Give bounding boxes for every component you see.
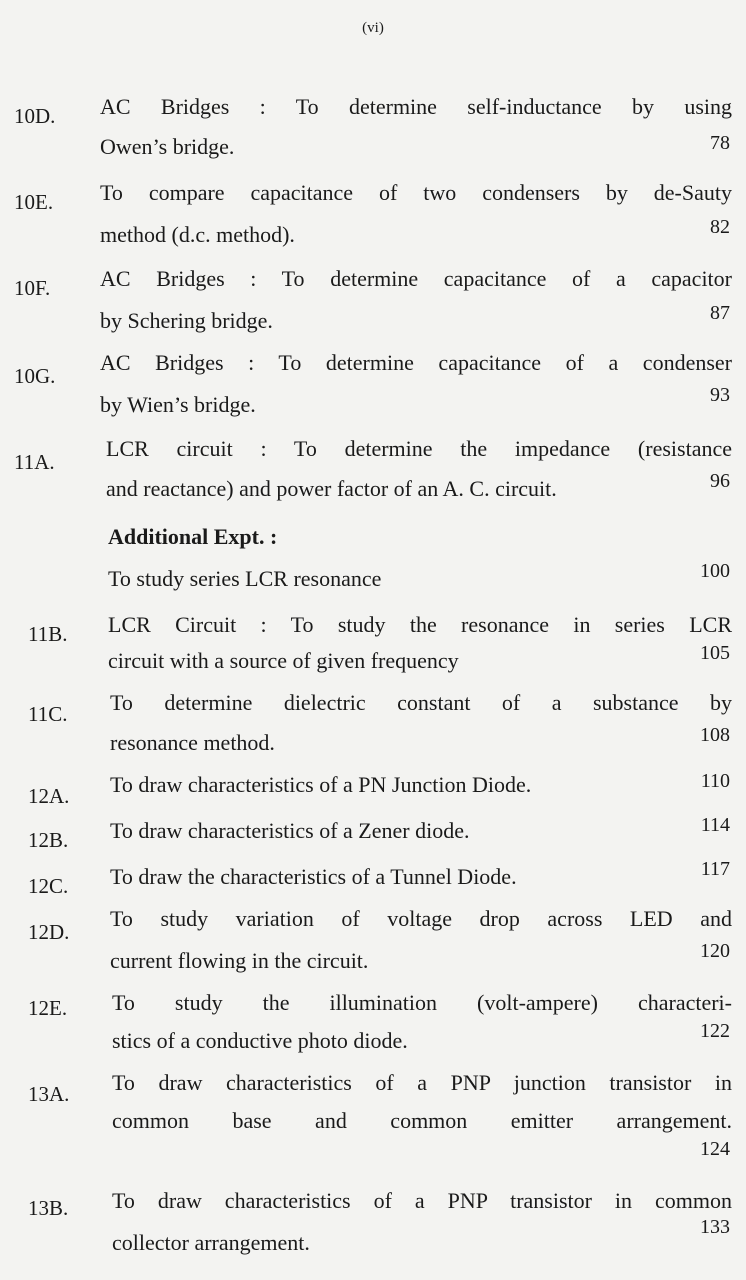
- entry-page: 105: [700, 642, 730, 664]
- entry-page: 100: [700, 560, 730, 582]
- entry-number: 12A.: [28, 784, 70, 808]
- entry-number: 10D.: [14, 104, 56, 128]
- entry-page: 110: [700, 770, 730, 792]
- entry-title: AC Bridges : To determine capacitance of a capacitor: [100, 266, 732, 291]
- entry-title-cont: by Wien’s bridge.: [100, 392, 256, 417]
- entry-title: To draw characteristics of a Zener diode.: [110, 818, 470, 843]
- entry-title: To study the illumination (volt-ampere) characteri-: [112, 990, 732, 1015]
- additional-expt-heading: Additional Expt. :: [108, 524, 278, 549]
- entry-page: 82: [710, 216, 730, 238]
- entry-title-cont: circuit with a source of given frequency: [108, 648, 459, 673]
- entry-page: 93: [710, 384, 730, 406]
- entry-title-cont: method (d.c. method).: [100, 222, 295, 247]
- entry-number: 12E.: [28, 996, 68, 1020]
- entry-number: 10G.: [14, 364, 56, 388]
- entry-title-cont: current flowing in the circuit.: [110, 948, 369, 973]
- entry-number: 11C.: [28, 702, 68, 726]
- entry-title: AC Bridges : To determine self-inductance by using: [100, 94, 732, 119]
- entry-title: To draw characteristics of a PNP junction transistor in: [112, 1070, 732, 1095]
- entry-number: 12D.: [28, 920, 70, 944]
- entry-page: 96: [710, 470, 730, 492]
- page-number: (vi): [362, 20, 384, 36]
- entry-number: 12B.: [28, 828, 69, 852]
- entry-page: 117: [700, 858, 730, 880]
- entry-number: 11A.: [14, 450, 55, 474]
- entry-title: To compare capacitance of two condensers by de-Sauty: [100, 180, 732, 205]
- entry-page: 78: [710, 132, 730, 154]
- entry-title: LCR circuit : To determine the impedance (resistance: [106, 436, 732, 461]
- entry-title-cont: common base and common emitter arrangement.: [112, 1108, 732, 1133]
- entry-title-cont: Owen’s bridge.: [100, 134, 235, 159]
- entry-title: To draw characteristics of a PNP transistor in common: [112, 1188, 732, 1213]
- entry-number: 13A.: [28, 1082, 70, 1106]
- entry-number: 13B.: [28, 1196, 69, 1220]
- entry-title: To study series LCR resonance: [108, 566, 382, 591]
- entry-page: 133: [700, 1216, 730, 1238]
- entry-number: 10E.: [14, 190, 54, 214]
- entry-title: To determine dielectric constant of a substance by: [110, 690, 732, 715]
- entry-title: To draw characteristics of a PN Junction Diode.: [110, 772, 532, 797]
- entry-page: 120: [700, 940, 730, 962]
- entry-page: 124: [700, 1138, 730, 1160]
- entry-title: To draw the characteristics of a Tunnel Diode.: [110, 864, 517, 889]
- entry-number: 12C.: [28, 874, 69, 898]
- entry-title-cont: stics of a conductive photo diode.: [112, 1028, 408, 1053]
- entry-title-cont: resonance method.: [110, 730, 275, 755]
- entry-page: 114: [700, 814, 730, 836]
- entry-number: 10F.: [14, 276, 51, 300]
- entry-title-cont: and reactance) and power factor of an A. C. circuit.: [106, 476, 557, 501]
- entry-page: 122: [700, 1020, 730, 1042]
- entry-title-cont: by Schering bridge.: [100, 308, 273, 333]
- entry-page: 87: [710, 302, 730, 324]
- entry-number: 11B.: [28, 622, 68, 646]
- entry-page: 108: [700, 724, 730, 746]
- entry-title: To study variation of voltage drop across LED and: [110, 906, 732, 931]
- entry-title-cont: collector arrangement.: [112, 1230, 310, 1255]
- entry-title: AC Bridges : To determine capacitance of a condenser: [100, 350, 732, 375]
- entry-title: LCR Circuit : To study the resonance in series LCR: [108, 612, 732, 637]
